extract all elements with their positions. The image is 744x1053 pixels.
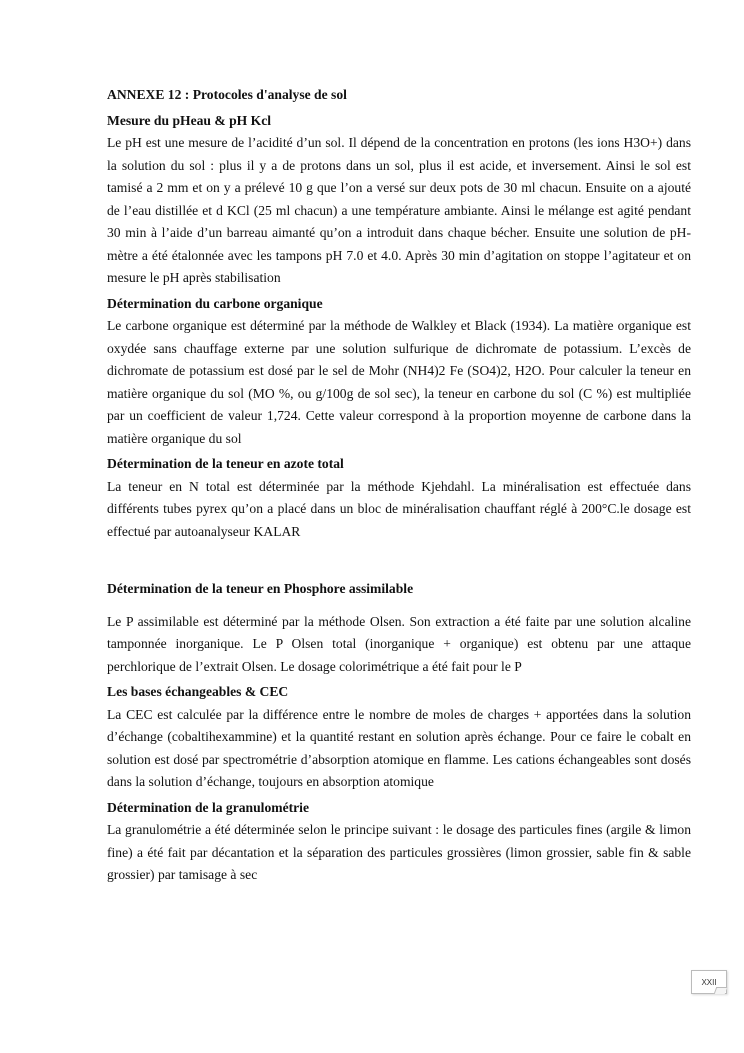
spacer [107, 601, 691, 611]
annex-title: ANNEXE 12 : Protocoles d'analyse de sol [107, 87, 347, 102]
section-heading-ph: Mesure du pHeau & pH Kcl [107, 112, 272, 128]
spacer [107, 543, 691, 578]
paragraph-granulometrie: La granulométrie a été déterminée selon le principe suivant : le dosage des particules fines (argile & limon fine) a été fait par décantation et la séparation des particules grossières (limon grossier, sable fin & sable grossier) par tamisage à sec [107, 822, 691, 882]
paragraph-cec: La CEC est calculée par la différence entre le nombre de moles de charges + apportées dans la solution d’échange (cobaltihexammine) et la quantité restant en solution après échange. Pour ce faire le cobalt en solution est dosé par spectrométrie d’absorption atomique en flamme. Les cations échangeables sont dosés dans la solution d’échange, toujours en absorption atomique [107, 706, 691, 789]
page-number: XXII [691, 970, 727, 994]
paragraph-phosphore: Le P assimilable est déterminé par la méthode Olsen. Son extraction a été faite par une solution alcaline tamponnée inorganique. Le P Olsen total (inorganique + organique) est obtenu par une attaque perchlorique de l’extrait Olsen. Le dosage colorimétrique a été fait pour le P [107, 613, 691, 674]
document-body [107, 84, 691, 887]
section-heading-phosphore: Détermination de la teneur en Phosphore assimilable [107, 581, 414, 596]
section-heading-cec: Les bases échangeables & CEC [107, 684, 289, 699]
paragraph-carbone: Le carbone organique est déterminé par la méthode de Walkley et Black (1934). La matière organique est oxydée sans chauffage externe par une solution sulfurique de dichromate de potassium. L’excès de dichromate de potassium est dosé par le sel de Mohr (NH4)2 Fe (SO4)2, H2O. Pour calculer la teneur en matière organique du sol (MO %, ou g/100g de sol sec), la teneur en carbone du sol (C %) est multipliée par un coefficient de valeur 1,724. Cette valeur correspond à la proportion moyenne de carbone dans la matière organique du sol [107, 318, 691, 446]
section-heading-carbone: Détermination du carbone organique [107, 295, 323, 311]
section-heading-azote: Détermination de la teneur en azote total [107, 456, 344, 471]
paragraph-azote: La teneur en N total est déterminée par la méthode Kjehdahl. La minéralisation est effectuée dans différents tubes pyrex qu’on a placé dans un bloc de minéralisation chauffant réglé à 200°C.le dosage est effectué par autoanalyseur KALAR [107, 478, 691, 539]
paragraph-ph: Le pH est une mesure de l’acidité d’un sol. Il dépend de la concentration en protons (les ions H3O+) dans la solution du sol : plus il y a de protons dans un sol, plus il est acide, et inversement. Ainsi le sol est tamisé a 2 mm et on y a prélevé 10 g que l’on a versé sur deux pots de 30 ml chacun. Ensuite on a ajouté de l’eau distillée et d KCl (25 ml chacun) a une température ambiante. Ainsi le mélange est agité pendant 30 min à l’aide d’un barreau aimanté qu’on a introduit dans chaque bécher. Ensuite une solution de pH-mètre a été étalonnée avec les tampons pH 7.0 et 4.0. Après 30 min d’agitation on stoppe l’agitateur et on mesure le pH après stabilisation [107, 135, 691, 285]
section-heading-granulometrie: Détermination de la granulométrie [107, 799, 309, 815]
